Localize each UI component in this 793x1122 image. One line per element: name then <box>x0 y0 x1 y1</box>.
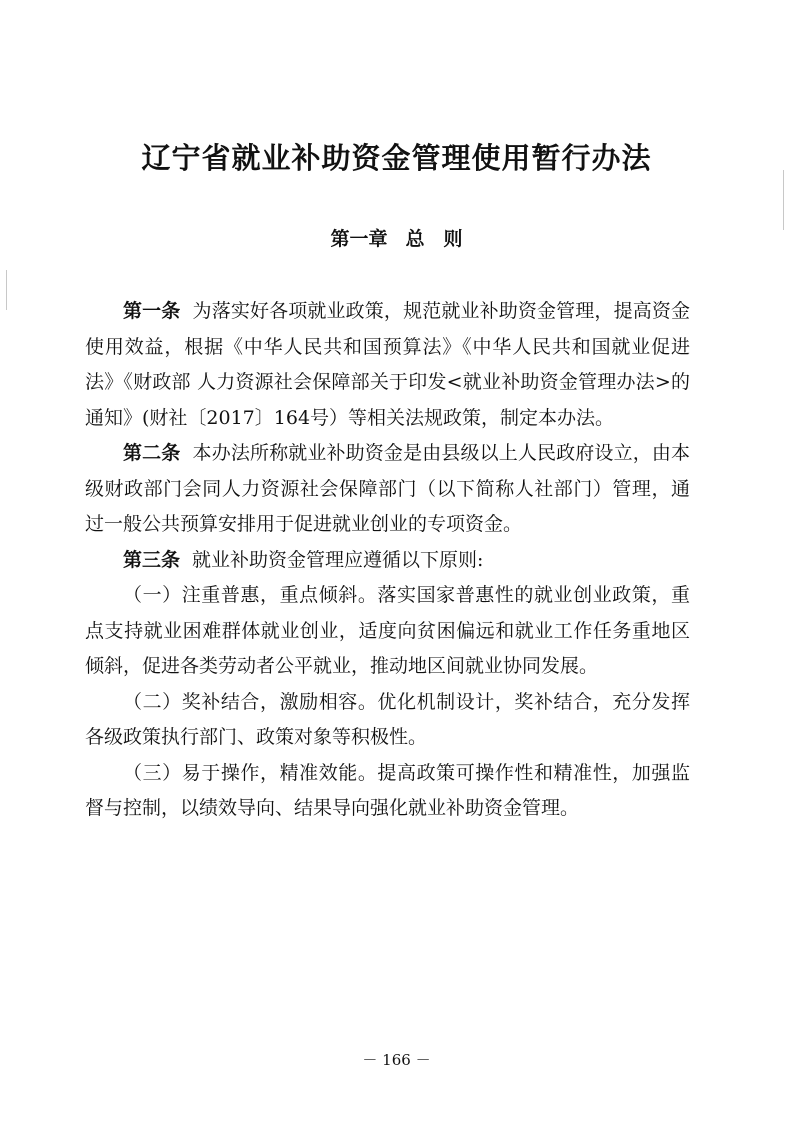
page-number: － 166 － <box>362 1051 431 1069</box>
scan-edge-mark <box>783 170 784 230</box>
article-paragraph <box>85 436 690 543</box>
article-text: 就业补助资金管理应遵循以下原则: <box>192 548 484 571</box>
principle-paragraph <box>85 685 690 756</box>
principle-text: （一）注重普惠，重点倾斜。落实国家普惠性的就业创业政策，重点支持就业困难群体就业创业，适度向贫困偏远和就业工作任务重地区倾斜，促进各类劳动者公平就业，推动地区间就业协同发展。 <box>85 584 690 677</box>
article-label: 第三条 <box>123 548 181 571</box>
principle-text: （二）奖补结合，激励相容。优化机制设计，奖补结合，充分发挥各级政策执行部门、政策对象等积极性。 <box>85 690 690 748</box>
principle-paragraph <box>85 756 690 827</box>
principle-paragraph <box>85 578 690 685</box>
document-title: 辽宁省就业补助资金管理使用暂行办法 <box>141 141 652 175</box>
principle-text: （三）易于操作，精准效能。提高政策可操作性和精准性，加强监督与控制，以绩效导向、结果导向强化就业补助资金管理。 <box>85 761 690 819</box>
chapter-heading <box>0 225 793 253</box>
chapter-name: 总 则 <box>405 228 463 250</box>
article-label: 第一条 <box>123 300 181 322</box>
chapter-label: 第一章 <box>330 228 388 250</box>
article-label: 第二条 <box>123 442 181 464</box>
article-text: 本办法所称就业补助资金是由县级以上人民政府设立，由本级财政部门会同人力资源社会保障部门（以下简称人社部门）管理，通过一般公共预算安排用于促进就业创业的专项资金。 <box>85 442 690 535</box>
article-paragraph <box>85 294 690 436</box>
article-paragraph <box>85 543 690 579</box>
scan-edge-mark <box>6 270 7 310</box>
article-text: 为落实好各项就业政策，规范就业补助资金管理，提高资金使用效益，根据《中华人民共和国预算法》《中华人民共和国就业促进法》《财政部 人力资源社会保障部关于印发<就业补助资金管理办法>的通知》(财社〔2017〕164号）等相关法规政策，制定本办法。 <box>85 300 690 429</box>
document-body <box>85 294 690 827</box>
